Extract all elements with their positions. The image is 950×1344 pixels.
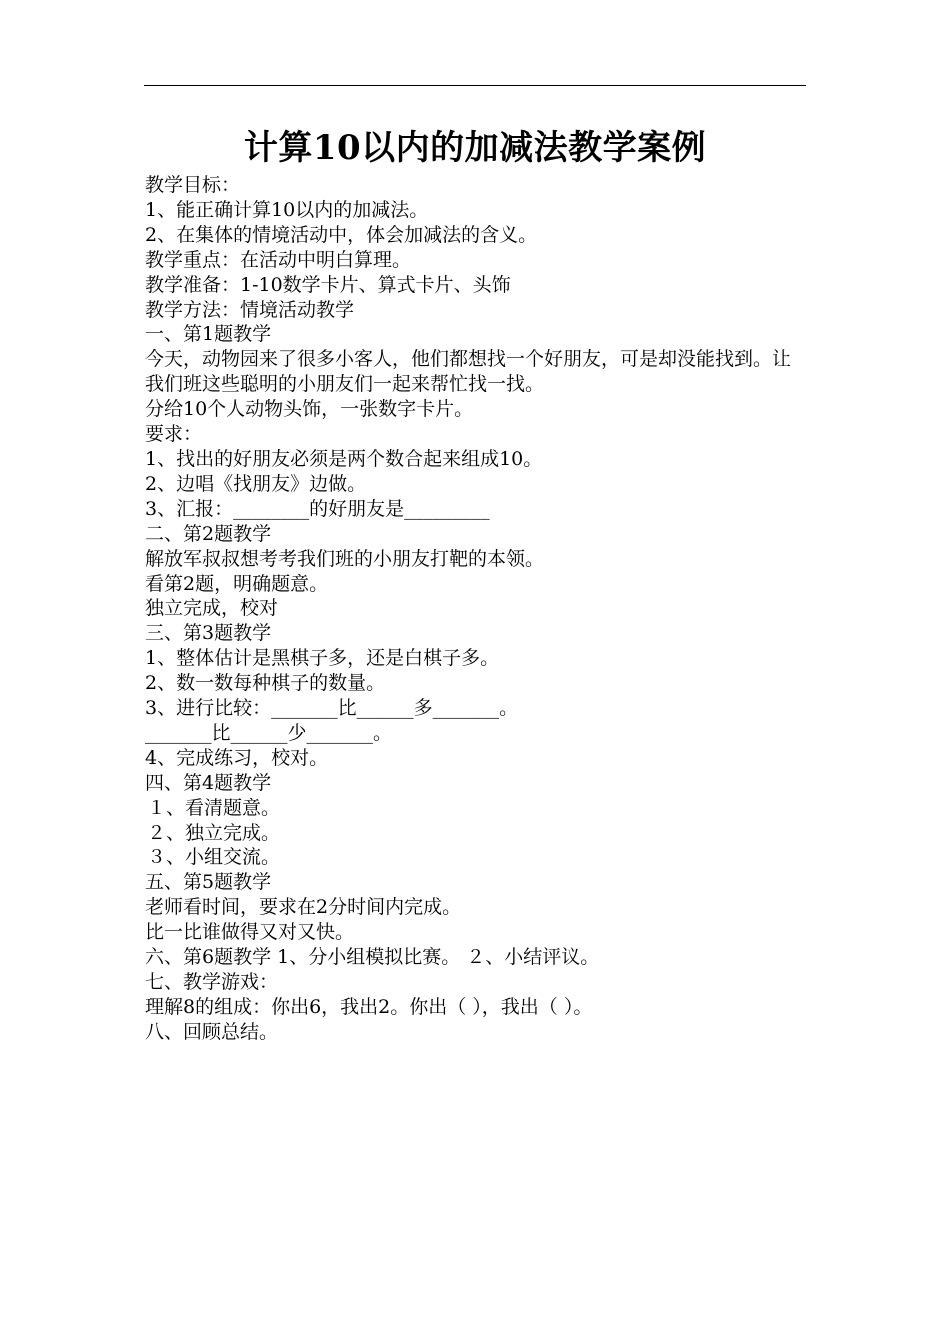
section-heading-3: 三、第3题教学: [145, 622, 272, 645]
text-line: 教学准备：1-10数学卡片、算式卡片、头饰: [145, 273, 511, 296]
text-line: 独立完成，校对: [145, 597, 279, 620]
section-heading-2: 二、第2题教学: [145, 522, 272, 545]
text-line: 看第2题，明确题意。: [145, 572, 329, 595]
section-heading-1: 一、第1题教学: [145, 323, 272, 346]
text-line: 1、找出的好朋友必须是两个数合起来组成10。: [145, 447, 543, 470]
text-line: 2、边唱《找朋友》边做。: [145, 472, 367, 495]
text-line: ２、独立完成。: [147, 821, 281, 844]
text-line: 2、在集体的情境活动中，体会加减法的含义。: [145, 223, 538, 246]
text-line: 解放军叔叔想考考我们班的小朋友打靶的本领。: [145, 547, 545, 570]
header-rule: [144, 85, 806, 86]
section-heading-5: 五、第5题教学: [145, 871, 272, 894]
section-heading-6: 六、第6题教学 1、分小组模拟比赛。 ２、小结评议。: [145, 946, 600, 969]
text-line: 教学方法：情境活动教学: [145, 298, 355, 321]
text-line: 分给10个人动物头饰，一张数字卡片。: [145, 398, 474, 421]
section-heading-7: 七、教学游戏：: [145, 971, 279, 993]
paragraph: 今天，动物园来了很多小客人，他们都想找一个好朋友，可是却没能找到。让我们班这些聪明的小朋友们一起来帮忙找一找。: [145, 348, 792, 396]
document-body: [145, 173, 807, 1045]
section-heading-goals: 教学目标：: [145, 174, 241, 196]
text-line: 2、数一数每种棋子的数量。: [145, 672, 386, 695]
section-heading-8: 八、回顾总结。: [145, 1020, 279, 1043]
section-heading-4: 四、第4题教学: [145, 771, 272, 794]
text-line: 比一比谁做得又对又快。: [145, 921, 355, 944]
text-line: 3、进行比较：_______比______多_______。: [145, 697, 519, 720]
text-line: １、看清题意。: [147, 796, 281, 819]
text-line: 4、完成练习，校对。: [145, 746, 329, 769]
text-line: 教学重点：在活动中明白算理。: [145, 248, 412, 271]
text-line: 1、整体估计是黑棋子多，还是白棋子多。: [145, 647, 500, 670]
text-line: 1、能正确计算10以内的加减法。: [145, 198, 429, 221]
document-title: 计算10以内的加减法教学案例: [243, 128, 707, 168]
text-line: 理解8的组成：你出6，我出2。你出（ ），我出（ ）。: [145, 995, 593, 1018]
text-line: 3、汇报：________的好朋友是_________: [145, 497, 490, 520]
text-line: 老师看时间，要求在2分时间内完成。: [145, 896, 462, 919]
text-line: _______比______少_______。: [145, 721, 393, 744]
text-line: 要求：: [145, 423, 203, 446]
text-line: ３、小组交流。: [147, 846, 281, 869]
